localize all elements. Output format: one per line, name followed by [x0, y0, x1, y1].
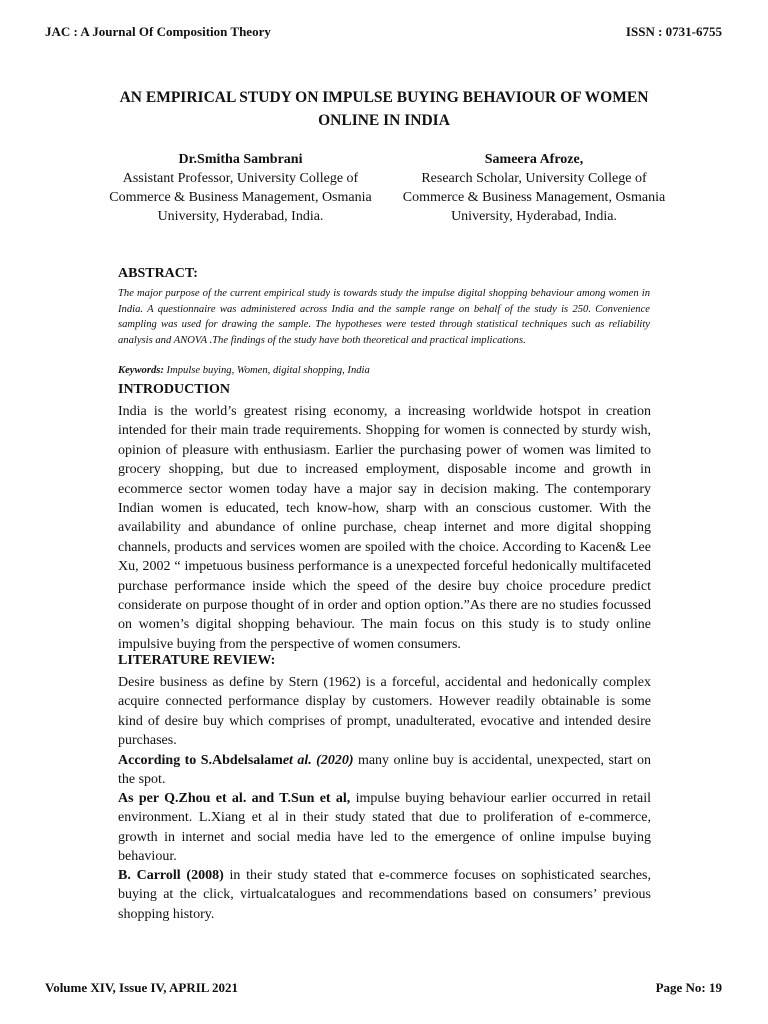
abstract-text: The major purpose of the current empirical study is towards study the impulse digital shopping behaviour among women in India. A questionnaire was administered across India and the sample range on behalf of the study is 250. Convenience sampling was used for drawing the sample. The hypotheses were tested through statistical techniques such as reliability analysis and ANOVA .The findings of the study have both theoretical and practical implications. [118, 288, 650, 346]
keywords [118, 365, 650, 376]
author-affiliation: Research Scholar, University College of Commerce & Business Management, Osmania University, Hyderabad, India. [402, 171, 666, 224]
literature-paragraph-2 [118, 751, 651, 790]
abstract-heading: ABSTRACT: [118, 266, 198, 281]
paper-title: AN EMPIRICAL STUDY ON IMPULSE BUYING BEHAVIOUR OF WOMEN ONLINE IN INDIA [119, 89, 649, 129]
introduction-heading: INTRODUCTION [118, 382, 231, 397]
literature-paragraph-4 [118, 866, 651, 924]
author-name: Dr.Smitha Sambrani [178, 152, 303, 167]
paragraph-body: in their study stated that e-commerce focuses on sophisticated searches, buying at the click, virtualcatalogues and recommendations based on consumers’ previous shopping history. [118, 868, 652, 922]
citation-lead: According to S.Abdelsalam [118, 753, 283, 768]
paragraph-body: many online buy is accidental, unexpected, start on the spot. [118, 753, 651, 788]
page-number: Page No: 19 [655, 980, 722, 995]
journal-name: JAC : A Journal Of Composition Theory [45, 24, 271, 39]
introduction-paragraph: India is the world’s greatest rising economy, a increasing worldwide hotspot in creation intended for their main trade requirements. Shopping for women is connected by sturdy wish, opinion of pleasure with enthusiasm. Earlier the purchasing power of women was limited to grocery shopping, but due to increased employment, disposable income and growth in ecommerce sector women today have a major say in decision making. The contemporary Indian women is educated, tech know-how, sharp with an conscious customer. With the availability and abundance of online purchase, cheap internet and more digital shopping channels, products and services women are spoiled with the choice. According to Kacen& Lee Xu, 2002 “ impetuous business performance is a unexpected forceful hedonically multifaceted purchase performance inside which the speed of the desire buy choice procedure predict considerate on purpose thought of in order and option option.”As there are no studies focussed on women’s digital shopping behaviour. The main focus on this study is to study online impulsive buying from the perspective of women consumers. [118, 404, 651, 652]
literature-review-heading: LITERATURE REVIEW: [118, 653, 276, 668]
author-affiliation: Assistant Professor, University College of Commerce & Business Management, Osmania University, Hyderabad, India. [109, 171, 372, 224]
literature-paragraph-3 [118, 789, 651, 867]
literature-paragraph-1: Desire business as define by Stern (1962) is a forceful, accidental and hedonically complex acquire connected performance display by customers. However readily obtainable is some kind of desire buy which comprises of prompt, unadulterated, evocative and intended desire purchases. [118, 675, 651, 749]
keywords-label: Keywords: [118, 365, 164, 376]
volume-info: Volume XIV, Issue IV, APRIL 2021 [45, 980, 239, 995]
citation-lead: As per Q.Zhou et al. and T.Sun et al, [118, 791, 351, 806]
paragraph-body: impulse buying behaviour earlier occurred in retail environment. L.Xiang et al in their study stated that due to proliferation of e-commerce, growth in internet and social media have led to the emergence of online impulse buying behaviour. [118, 791, 652, 865]
author-block-1 [108, 150, 373, 226]
keywords-list: Impulse buying, Women, digital shopping, India [163, 365, 370, 376]
citation-lead: B. Carroll (2008) [118, 868, 224, 883]
citation-etal: et al. (2020) [282, 753, 354, 768]
author-block-2 [400, 150, 668, 226]
author-name: Sameera Afroze, [484, 152, 584, 167]
issn: ISSN : 0731-6755 [625, 24, 722, 39]
